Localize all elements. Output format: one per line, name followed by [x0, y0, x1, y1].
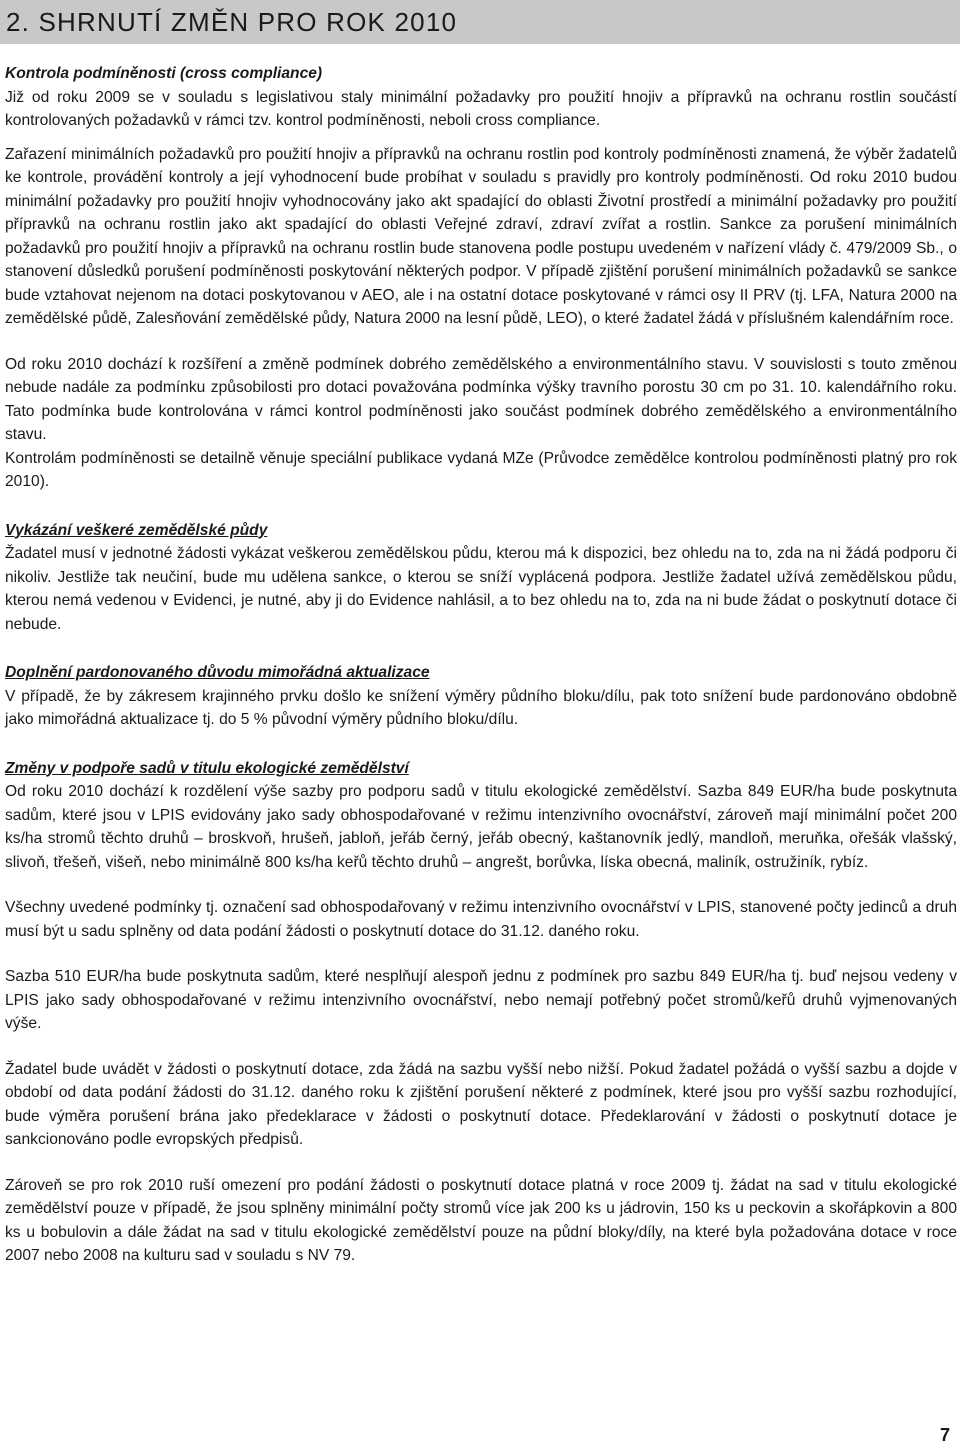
paragraph: V případě, že by zákresem krajinného prvku došlo ke snížení výměry půdního bloku/dílu, pak toto snížení bude pardonováno obdobně jako mimořádná aktualizace tj. do 5 % původní výměry půdního bloku/dílu.: [5, 687, 957, 728]
section-heading: Kontrola podmíněnosti (cross compliance): [5, 65, 323, 82]
paragraph: Zároveň se pro rok 2010 ruší omezení pro podání žádosti o poskytnutí dotace platná v roce 2009 tj. žádat na sad v titulu ekologické zemědělství pouze v případě, že jsou splněny minimální počty stromů více jak 200 ks u jádrovin, 150 ks u peckovin a skořápkovin a 800 ks u bobulovin a dále žádat na sad v titulu ekologické zemědělství pouze na půdní bloky/díly, na které byla požadována dotace v roce 2007 nebo 2008 na kulturu sad v souladu s NV 79.: [5, 1176, 957, 1264]
page-content: [5, 62, 957, 1268]
chapter-header-bar: [0, 0, 960, 44]
page-number: 7: [939, 1425, 950, 1445]
section-heading: Změny v podpoře sadů v titulu ekologické zemědělství: [5, 759, 409, 777]
paragraph: Kontrolám podmíněnosti se detailně věnuje speciální publikace vydaná MZe (Průvodce zemědělce kontrolou podmíněnosti platný pro rok 2010).: [5, 449, 957, 490]
section-heading: Doplnění pardonovaného důvodu mimořádná aktualizace: [5, 664, 430, 681]
paragraph: Žadatel musí v jednotné žádosti vykázat veškerou zemědělskou půdu, kterou má k dispozici, bez ohledu na to, zda na ni žádá podporu či nikoliv. Jestliže tak neučiní, bude mu udělena sankce, o kterou se sníží vyplácená podpora. Jestliže žadatel užívá zemědělskou půdu, kterou nemá vedenou v Evidenci, je nutné, aby ji do Evidence nahlásil, a to bez ohledu na to, zda na ni bude žádat o poskytnutí dotace či nebude.: [5, 545, 957, 633]
paragraph: Zařazení minimálních požadavků pro použití hnojiv a přípravků na ochranu rostlin pod kontroly podmíněnosti znamená, že výběr žadatelů ke kontrole, provádění kontroly a její vyhodnocení bude probíhat v souladu s pravidly pro kontroly podmíněnosti. Od roku 2010 budou minimální požadavky pro použití hnojiv vyhodnocovány jako akt spadající do oblasti Životní prostředí a minimální požadavky pro použití přípravků na ochranu rostlin jako akt spadající do oblasti Veřejné zdraví, zdraví zvířat a rostlin. Sankce za porušení minimálních požadavků pro použití hnojiv a přípravků na ochranu rostlin bude stanovena podle postupu uvedeném v nařízení vlády č. 479/2009 Sb., o stanovení důsledků porušení podmíněnosti poskytování některých podpor. V případě zjištění porušení minimálních požadavků se sankce bude vztahovat nejenom na dotaci poskytovanou v AEO, ale i na ostatní dotace poskytované v rámci osy II PRV (tj. LFA, Natura 2000 na zemědělské půdě, Zalesňování zemědělské půdy, Natura 2000 na lesní půdě, LEO), o které žadatel žádá v příslušném kalendářním roce.: [5, 145, 957, 327]
chapter-title: 2. SHRNUTÍ ZMĚN PRO ROK 2010: [6, 7, 458, 37]
section-extraordinary-update: [5, 661, 957, 732]
section-all-agricultural-land: [5, 519, 957, 637]
section-cross-compliance: [5, 62, 957, 494]
section-heading: Vykázání veškeré zemědělské půdy: [5, 521, 268, 539]
section-orchard-support: [5, 757, 957, 1268]
paragraph: Sazba 510 EUR/ha bude poskytnuta sadům, které nesplňují alespoň jednu z podmínek pro sazbu 849 EUR/ha tj. buď nejsou vedeny v LPIS jako sady obhospodařované v režimu intenzivního ovocnářství, nebo nemají potřebný počet stromů/keřů druhů vyjmenovaných výše.: [5, 968, 957, 1032]
paragraph: Již od roku 2009 se v souladu s legislativou staly minimální požadavky pro použití hnojiv a přípravků na ochranu rostlin součástí kontrolovaných požadavků v rámci tzv. kontrol podmíněnosti, neboli cross compliance.: [5, 88, 957, 129]
paragraph: Všechny uvedené podmínky tj. označení sad obhospodařovaný v režimu intenzivního ovocnářství v LPIS, stanovené počty jedinců a druh musí být u sadu splněny od data podání žádosti o poskytnutí dotace do 31.12. daného roku.: [5, 899, 957, 940]
paragraph: Od roku 2010 dochází k rozdělení výše sazby pro podporu sadů v titulu ekologické zemědělství. Sazba 849 EUR/ha bude poskytnuta sadům, které jsou v LPIS evidovány jako sady obhospodařované v režimu intenzivního ovocnářství, zároveň mají minimální počet 200 ks/ha stromů těchto druhů – broskvoň, hrušeň, jabloň, jeřáb černý, jeřáb obecný, kaštanovník jedlý, mandloň, meruňka, ořešák vlašský, slivoň, třešeň, višeň, nebo minimálně 800 ks/ha keřů těchto druhů – angrešt, borůvka, líska obecná, maliník, ostružiník, rybíz.: [5, 783, 957, 871]
paragraph: Od roku 2010 dochází k rozšíření a změně podmínek dobrého zemědělského a environmentálního stavu. V souvislosti s touto změnou nebude nadále za podmínku způsobilosti pro dotaci považována podmínka výšky travního porostu 30 cm po 31. 10. kalendářního roku. Tato podmínka bude kontrolována v rámci kontrol podmíněnosti jako součást podmínek dobrého zemědělského a environmentálního stavu.: [5, 355, 957, 443]
paragraph: Žadatel bude uvádět v žádosti o poskytnutí dotace, zda žádá na sazbu vyšší nebo nižší. Pokud žadatel požádá o vyšší sazbu a dojde v období od data podání žádosti do 31.12. daného roku k zjištění porušení některé z podmínek, které jsou pro vyšší sazbu rozhodující, bude výměra porušení brána jako předeklarace v žádosti o poskytnutí dotace. Předeklarování v žádosti o poskytnutí dotace je sankcionováno podle evropských předpisů.: [5, 1060, 957, 1148]
